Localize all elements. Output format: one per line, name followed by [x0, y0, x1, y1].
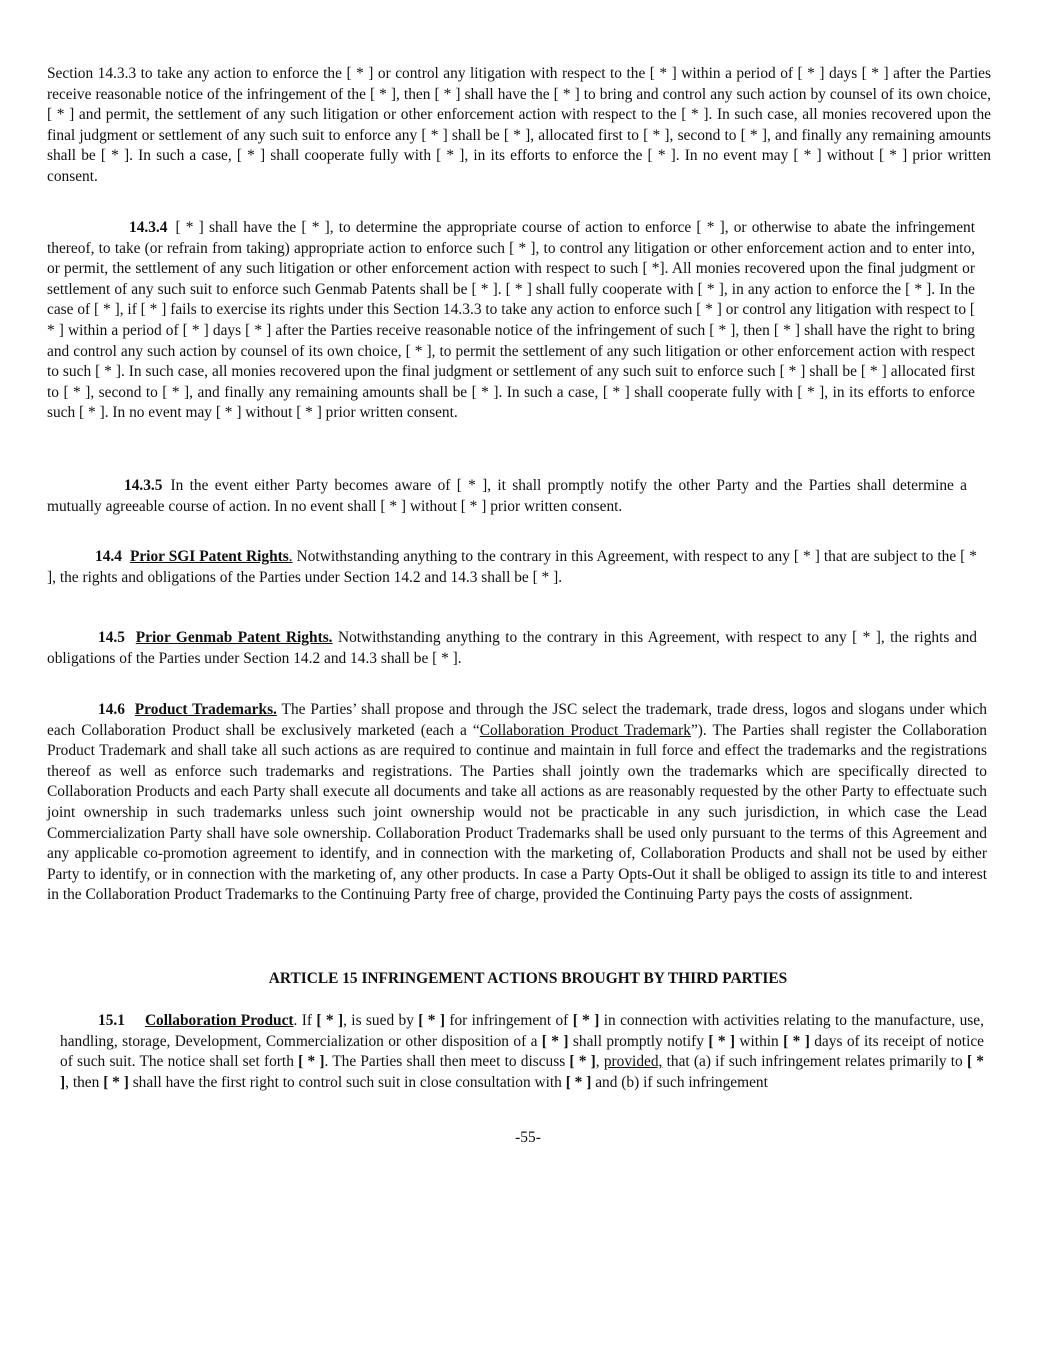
section-text: Notwithstanding anything to the contrary in this Agreement, with respect to any [ * ] that are subject to the [ * ], the rights and obligations of the Parties under Section 14.2 and 14.3 shall be [ * ]. [47, 548, 977, 586]
seg: in connection with activities relating to the manufacture, use, handling, storage, Development, Commercialization or other disposition of a [60, 1012, 984, 1050]
seg: , [595, 1053, 604, 1071]
paragraph-text: Section 14.3.3 to take any action to enforce the [ * ] or control any litigation with respect to the [ * ] within a period of [ * ] days [ * ] after the Parties receive reasonable notice of the infringement of the [ * ], then [ * ] shall have the [ * ] to bring and control any such action by counsel of its own choice, [ * ] and permit, the settlement of any such litigation or other enforcement action with respect to the [ * ]. In such case, all monies recovered upon the final judgment or settlement of any such suit to enforce any [ * ] shall be [ * ], allocated first to [ * ], second to [ * ], and finally any remaining amounts shall be [ * ]. In such a case, [ * ] shall cooperate fully with [ * ], in its efforts to enforce the [ * ]. In no event may [ * ] without [ * ] prior written consent. [47, 65, 991, 185]
redaction: [ * ] [708, 1032, 736, 1050]
section-title-punct: . [293, 1012, 298, 1029]
section-15-1 [60, 1011, 984, 1093]
defined-term: Collaboration Product Trademark [479, 721, 691, 739]
redaction: [ * ] [103, 1073, 129, 1091]
section-14-6 [47, 700, 987, 906]
section-number: 14.6 [98, 701, 125, 718]
section-number: 14.3.4 [129, 219, 168, 236]
section-14-3-4 [47, 218, 975, 424]
redaction: [ * ] [572, 1012, 600, 1029]
section-title: Prior Genmab Patent Rights. [135, 629, 333, 646]
seg: within [735, 1032, 784, 1050]
paragraph-14-3-3-continued [47, 64, 991, 188]
section-number: 14.3.5 [124, 477, 163, 494]
provided-term: provided, [603, 1053, 663, 1071]
section-text-a: The Parties’ shall propose and through the JSC select the trademark, trade dress, logos and slogans under which each Collaboration Product shall be exclusively marketed (each a “ [47, 701, 987, 739]
section-number: 15.1 [98, 1012, 125, 1029]
seg: shall promptly notify [568, 1032, 709, 1050]
article-15-heading: ARTICLE 15 INFRINGEMENT ACTIONS BROUGHT BY THIRD PARTIES [268, 970, 788, 987]
redaction: [ * ] [298, 1053, 325, 1071]
section-number: 14.5 [98, 629, 125, 646]
seg: for infringement of [444, 1012, 573, 1029]
seg: that (a) if such infringement relates primarily to [662, 1053, 967, 1071]
seg: , is sued by [343, 1012, 419, 1029]
section-14-4 [47, 547, 977, 588]
page-number: -55- [515, 1129, 541, 1146]
section-title-punct: . [288, 548, 293, 565]
seg: If [301, 1012, 317, 1029]
section-14-5 [47, 628, 977, 669]
seg: days of its receipt of notice of such suit. The notice shall set forth [60, 1032, 985, 1071]
seg: , then [65, 1073, 104, 1091]
redaction: [ * ] [565, 1073, 592, 1091]
redaction: [ * ] [541, 1032, 569, 1050]
seg: and (b) if such infringement [591, 1073, 768, 1091]
section-title: Prior SGI Patent Rights [129, 548, 289, 565]
redaction: [ * ] [569, 1053, 596, 1071]
section-14-3-5 [47, 476, 967, 517]
section-text: In the event either Party becomes aware of [ * ], it shall promptly notify the other Party and the Parties shall determine a mutually agreeable course of action. In no event shall [ * ] without [ * ] prior written consent. [47, 477, 967, 515]
section-text-b: ”). The Parties shall register the Collaboration Product Trademark and shall take all such actions as are required to continue and maintain in full force and effect the trademarks and the registrations thereof as well as enforce such trademarks and registrations. The Parties shall jointly own the trademarks which are specifically directed to Collaboration Products and each Party shall execute all documents and take all actions as are reasonably requested by the other Party to effectuate such joint ownership in such trademarks unless such joint ownership would not be practicable in any such jurisdiction, in which case the Lead Commercialization Party shall have sole ownership. Collaboration Product Trademarks shall be used only pursuant to the terms of this Agreement and any applicable co-promotion agreement to identify, and in connection with the marketing of, Collaboration Products and shall not be used by either Party to identify, or in connection with the marketing of, any other products. In case a Party Opts-Out it shall be obliged to assign its title to and interest in the Collaboration Product Trademarks to the Continuing Party free of charge, provided the Continuing Party pays the costs of assignment. [47, 721, 987, 904]
section-number: 14.4 [95, 548, 122, 565]
seg: shall have the first right to control such suit in close consultation with [128, 1073, 566, 1091]
seg: . The Parties shall then meet to discuss [324, 1053, 570, 1071]
section-text: Notwithstanding anything to the contrary in this Agreement, with respect to any [ * ], the rights and obligations of the Parties under Section 14.2 and 14.3 shall be [ * ]. [47, 629, 977, 667]
redaction: [ * ] [316, 1012, 344, 1029]
section-title: Collaboration Product [144, 1012, 294, 1029]
redaction: [ * ] [60, 1053, 984, 1091]
section-title: Product Trademarks. [134, 701, 277, 718]
section-text: [ * ] shall have the [ * ], to determine the appropriate course of action to enforce [ * ], or otherwise to abate the infringement thereof, to take (or refrain from taking) appropriate action to enforce such [ * ], to control any litigation or other enforcement action and to enter into, or permit, the settlement of any such litigation or other enforcement action with respect to such [ *]. All monies recovered upon the final judgment or settlement of any such suit to enforce such Genmab Patents shall be [ * ]. [ * ] shall fully cooperate with [ * ], in any action to enforce the [ * ]. In the case of [ * ], if [ * ] fails to exercise its rights under this Section 14.3.3 to take any action to enforce such [ * ] or control any litigation with respect to [ * ] within a period of [ * ] days [ * ] after the Parties receive reasonable notice of the infringement of such [ * ], then [ * ] shall have the right to bring and control any such action by counsel of its own choice, [ * ], to permit the settlement of any such litigation or other enforcement action with respect to such [ * ]. In such case, all monies recovered upon the final judgment or settlement of any such suit to enforce such [ * ] shall be [ * ] allocated first to [ * ], second to [ * ], and finally any remaining amounts shall be [ * ]. In such a case, [ * ] shall cooperate fully with [ * ], in its efforts to enforce such [ * ]. In no event may [ * ] without [ * ] prior written consent. [47, 219, 975, 422]
redaction: [ * ] [418, 1012, 445, 1029]
redaction: [ * ] [783, 1032, 810, 1050]
